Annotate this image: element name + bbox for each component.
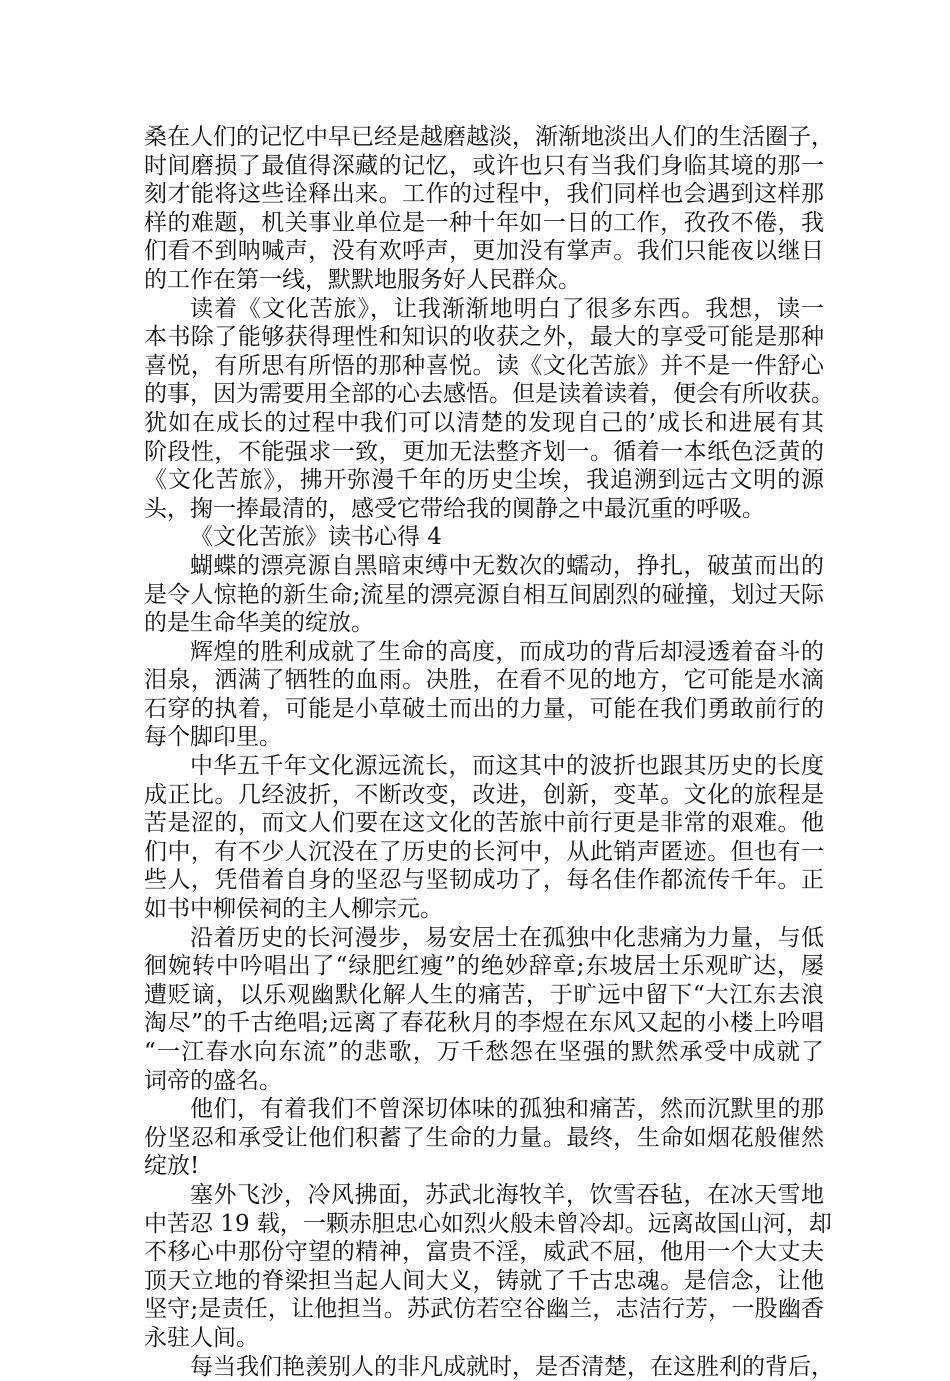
text-line: 塞外飞沙，冷风拂面，苏武北海牧羊，饮雪吞毡，在冰天雪地 [190, 1181, 824, 1208]
text-line: 《文化苦旅》，拂开弥漫千年的历史尘埃，我追溯到远古文明的源 [144, 467, 824, 494]
text-line: 们中，有不少人沉没在了历史的长河中，从此销声匿迹。但也有一 [144, 838, 824, 865]
text-line: 犹如在成长的过程中我们可以清楚的发现自己的’成长和进展有其 [144, 409, 824, 436]
text-line: 绽放! [144, 1153, 200, 1180]
text-line: 沿着历史的长河漫步，易安居士在孤独中化悲痛为力量，与低 [190, 924, 824, 951]
text-line: 们看不到呐喊声，没有欢呼声，更加没有掌声。我们只能夜以继日 [144, 238, 824, 265]
text-line: 坚守;是责任，让他担当。苏武仿若空谷幽兰，志洁行芳，一股幽香 [144, 1296, 824, 1323]
text-line: 如书中柳侯祠的主人柳宗元。 [144, 896, 443, 923]
text-line: 不移心中那份守望的精神，富贵不淫，威武不屈，他用一个大丈夫 [144, 1239, 824, 1266]
text-line: 的事，因为需要用全部的心去感悟。但是读着读着，便会有所收获。 [144, 381, 834, 408]
text-line: 淘尽”的千古绝唱;远离了春花秋月的李煜在东风又起的小楼上吟唱 [144, 1010, 824, 1037]
text-line: 蝴蝶的漂亮源自黑暗束缚中无数次的蠕动，挣扎，破茧而出的 [190, 552, 824, 579]
text-line: 些人，凭借着自身的坚忍与坚韧成功了，每名佳作都流传千年。正 [144, 867, 824, 894]
text-line: 本书除了能够获得理性和知识的收获之外，最大的享受可能是那种 [144, 324, 824, 351]
text-line: 份坚忍和承受让他们积蓄了生命的力量。最终，生命如烟花般催然 [144, 1124, 824, 1151]
text-line: 阶段性，不能强求一致，更加无法整齐划一。循着一本纸色泛黄的 [144, 438, 824, 465]
text-line: 《文化苦旅》读书心得 4 [190, 524, 442, 551]
text-line: 中苦忍 19 载，一颗赤胆忠心如烈火般未曾冷却。远离故国山河，却 [144, 1210, 832, 1237]
text-line: 桑在人们的记忆中早已经是越磨越淡，渐渐地淡出人们的生活圈子， [144, 124, 834, 150]
text-line: 喜悦，有所思有所悟的那种喜悦。读《文化苦旅》并不是一件舒心 [144, 352, 824, 379]
text-line: 每当我们艳羡别人的非凡成就时，是否清楚，在这胜利的背后， [190, 1353, 834, 1380]
text-line: 徊婉转中吟唱出了“绿肥红瘦”的绝妙辞章;东坡居士乐观旷达，屡 [144, 953, 824, 980]
text-line: 词帝的盛名。 [144, 1067, 282, 1094]
text-line: 辉煌的胜利成就了生命的高度，而成功的背后却浸透着奋斗的 [190, 638, 824, 665]
text-line: 时间磨损了最值得深藏的记忆，或许也只有当我们身临其境的那一 [144, 152, 824, 179]
text-line: 头，掬一捧最清的，感受它带给我的阒静之中最沉重的呼吸。 [144, 495, 765, 522]
text-line: 成正比。几经波折，不断改变，改进，创新，变革。文化的旅程是 [144, 781, 824, 808]
document-page [144, 123, 834, 1381]
text-line: 中华五千年文化源远流长，而这其中的波折也跟其历史的长度 [190, 753, 824, 780]
text-line: 他们，有着我们不曾深切体味的孤独和痛苦，然而沉默里的那 [190, 1096, 824, 1123]
text-line: 样的难题，机关事业单位是一种十年如一日的工作，孜孜不倦，我 [144, 209, 824, 236]
text-line: 石穿的执着，可能是小草破土而出的力量，可能在我们勇敢前行的 [144, 695, 824, 722]
text-line: 的工作在第一线，默默地服务好人民群众。 [144, 266, 581, 293]
text-line: 读着《文化苦旅》，让我渐渐地明白了很多东西。我想，读一 [190, 295, 824, 322]
text-line: 的是生命华美的绽放。 [144, 610, 374, 637]
text-line: 是令人惊艳的新生命;流星的漂亮源自相互间剧烈的碰撞，划过天际 [144, 581, 824, 608]
text-line: 泪泉，洒满了牺牲的血雨。决胜，在看不见的地方，它可能是水滴 [144, 667, 824, 694]
text-line: 每个脚印里。 [144, 724, 282, 751]
text-line: 永驻人间。 [144, 1324, 259, 1351]
text-line: “一江春水向东流”的悲歌，万千愁怨在坚强的默然承受中成就了 [144, 1039, 824, 1065]
text-line: 顶天立地的脊梁担当起人间大义，铸就了千古忠魂。是信念，让他 [144, 1267, 824, 1294]
text-line: 苦是涩的，而文人们要在这文化的苦旅中前行更是非常的艰难。他 [144, 810, 824, 837]
text-line: 刻才能将这些诠释出来。工作的过程中，我们同样也会遇到这样那 [144, 181, 824, 208]
text-line: 遭贬谪，以乐观幽默化解人生的痛苦，于旷远中留下“大江东去浪 [144, 981, 824, 1008]
